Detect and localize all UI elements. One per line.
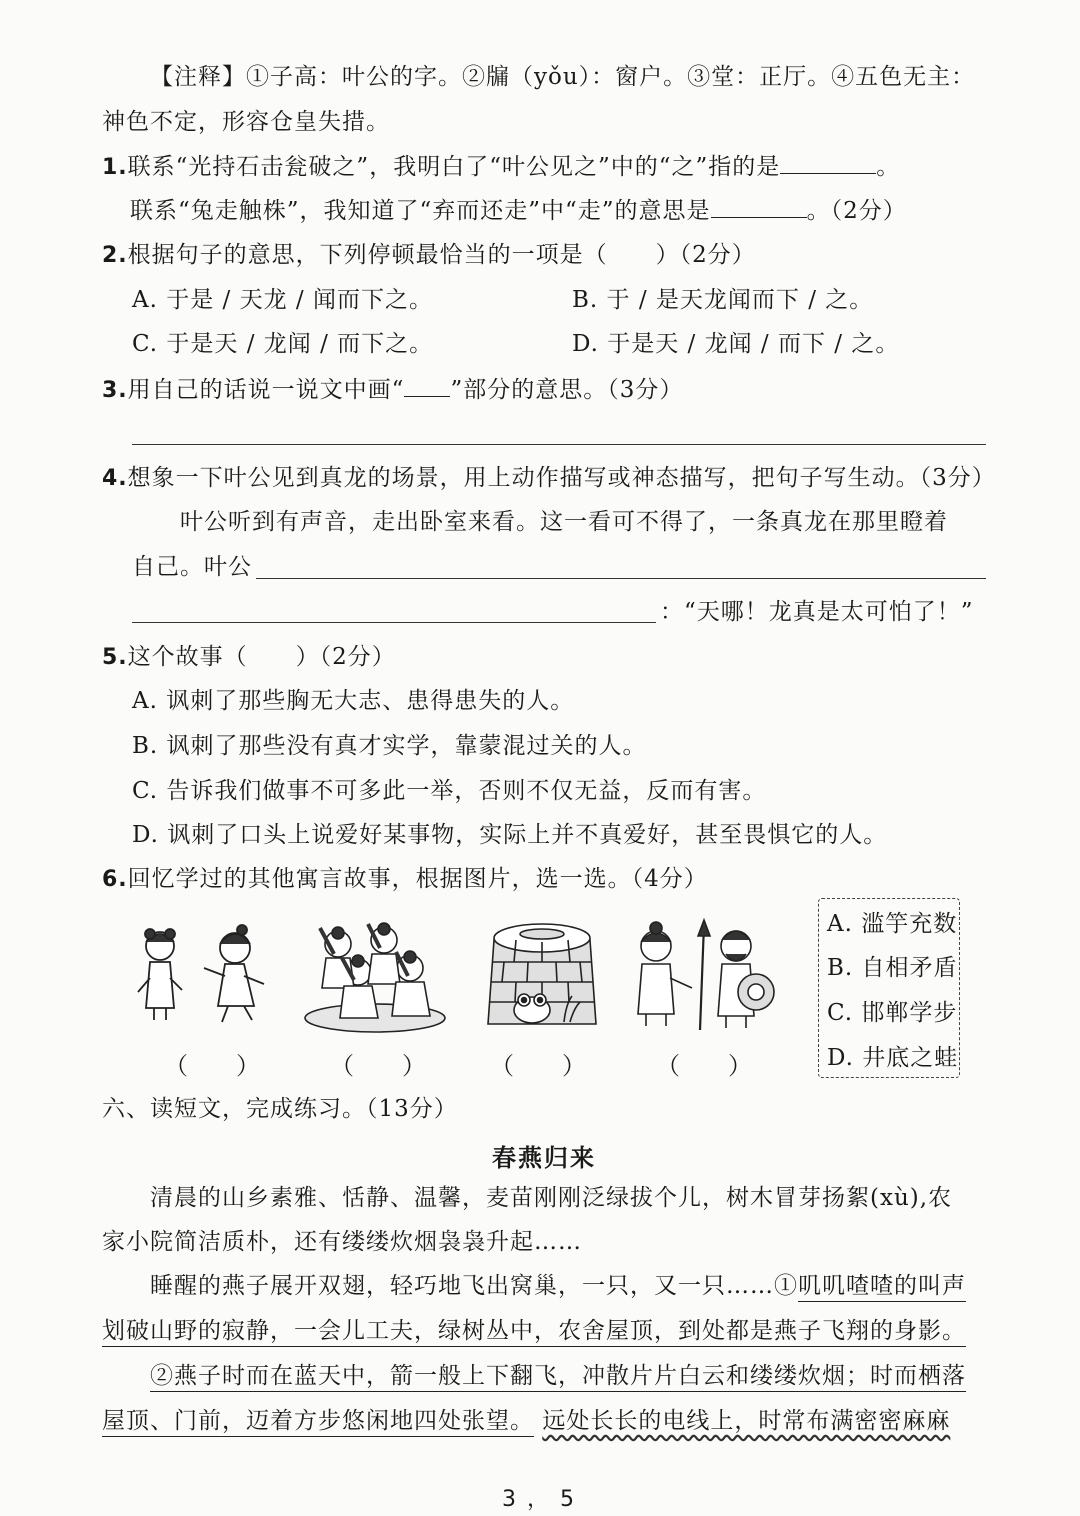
question-5 [102, 642, 396, 673]
illustration-children-walking [130, 918, 280, 1038]
question-number: 6. [102, 867, 128, 892]
answer-line-q3[interactable] [132, 444, 986, 445]
question-1-text-b: 。 [876, 154, 901, 180]
story-option-c: C. 邯郸学步 [827, 1000, 958, 1026]
passage-paragraph-1-line-1: 清晨的山乡素雅、恬静、温馨，麦苗刚刚泛绿拔个儿，树木冒芽扬絮(xù),农 [150, 1185, 953, 1211]
question-1-line-2 [130, 195, 907, 226]
question-6-text: 回忆学过的其他寓言故事，根据图片，选一选。（4分） [127, 866, 708, 892]
question-5-option-a[interactable]: A. 讽刺了那些胸无大志、患得患失的人。 [132, 688, 575, 714]
question-2-option-c[interactable]: C. 于是天 / 龙闻 / 而下之。 [132, 331, 434, 357]
picture-2-answer[interactable]: （ ） [330, 1052, 426, 1080]
passage-paragraph-3-line-1 [150, 1361, 966, 1391]
question-number: 1. [102, 155, 128, 180]
passage-paragraph-3-line-2 [102, 1406, 950, 1436]
section-6-heading: 六、读短文，完成练习。（13分） [102, 1096, 458, 1122]
passage-paragraph-2-line-1 [150, 1271, 966, 1301]
question-5-option-d[interactable]: D. 讽刺了口头上说爱好某事物，实际上并不真爱好，甚至畏惧它的人。 [132, 822, 888, 848]
question-number: 5. [102, 645, 128, 670]
question-2-option-d[interactable]: D. 于是天 / 龙闻 / 而下 / 之。 [572, 331, 900, 357]
question-3-text-a: 用自己的话说一说文中画“ [127, 377, 405, 403]
question-3-text-b: ”部分的意思。（3分） [450, 377, 684, 403]
question-2-option-a[interactable]: A. 于是 / 天龙 / 闻而下之。 [132, 287, 433, 313]
question-1-text-d: 。（2分） [806, 198, 907, 224]
question-5-text: 这个故事（ ）（2分） [127, 644, 396, 670]
story-option-b: B. 自相矛盾 [827, 955, 958, 981]
page-number: 3 ， 5 [502, 1487, 576, 1512]
illustration-frog-in-well [480, 912, 605, 1037]
answer-line-q4-2[interactable] [132, 622, 656, 623]
answer-line-q4-1[interactable] [256, 578, 986, 579]
passage-text: 睡醒的燕子展开双翅，轻巧地飞出窝巢，一只，又一只……① [150, 1273, 798, 1299]
story-option-a: A. 滥竽充数 [827, 911, 958, 937]
wavy-underlined-sentence: 远处长长的电线上，时常布满密密麻麻 [542, 1408, 951, 1434]
note-line-2: 神色不定，形容仓皇失措。 [102, 109, 390, 135]
underlined-sentence-2a: ②燕子时而在蓝天中，箭一般上下翻飞，冲散片片白云和缕缕炊烟；时而栖落 [150, 1363, 966, 1392]
illustration-spear-and-shield [626, 918, 776, 1038]
passage-paragraph-1-line-2: 家小院简洁质朴，还有缕缕炊烟袅袅升起…… [102, 1229, 582, 1255]
question-4-ending: ：“天哪！龙真是太可怕了！” [660, 599, 974, 625]
answer-blank-2[interactable] [711, 195, 807, 218]
story-option-d: D. 井底之蛙 [827, 1045, 959, 1071]
question-3 [102, 374, 683, 406]
question-2 [102, 240, 756, 271]
question-number: 4. [102, 466, 128, 491]
underline-sample [404, 374, 450, 397]
question-1-text-a: 联系“光持石击瓮破之”，我明白了“叶公见之”中的“之”指的是 [127, 154, 781, 180]
picture-3-answer[interactable]: （ ） [490, 1052, 586, 1080]
question-1-text-c: 联系“兔走触株”，我知道了“弃而还走”中“走”的意思是 [130, 198, 711, 224]
answer-blank-1[interactable] [780, 151, 876, 174]
question-5-option-b[interactable]: B. 讽刺了那些没有真才实学，靠蒙混过关的人。 [132, 733, 647, 759]
note-line-1: 【注释】①子高：叶公的字。②牖（yǒu）：窗户。③堂：正厅。④五色无主： [150, 64, 976, 90]
question-4-paragraph-2: 自己。叶公 [132, 554, 252, 580]
story-options-box [818, 898, 960, 1078]
question-5-option-c[interactable]: C. 告诉我们做事不可多此一举，否则不仅无益，反而有害。 [132, 778, 767, 804]
question-1-line-1 [102, 151, 900, 183]
question-2-option-b[interactable]: B. 于 / 是天龙闻而下 / 之。 [572, 287, 874, 313]
picture-1-answer[interactable]: （ ） [164, 1052, 260, 1080]
underlined-sentence-1b: 划破山野的寂静，一会儿工夫，绿树丛中，农舍屋顶，到处都是燕子飞翔的身影。 [102, 1318, 966, 1347]
passage-paragraph-2-line-2 [102, 1316, 966, 1346]
question-number: 3. [102, 378, 128, 403]
question-4-paragraph-1: 叶公听到有声音，走出卧室来看。这一看可不得了，一条真龙在那里瞪着 [180, 509, 948, 535]
picture-4-answer[interactable]: （ ） [656, 1052, 752, 1080]
illustration-musicians-group [300, 918, 450, 1038]
question-6 [102, 864, 708, 895]
question-4-text: 想象一下叶公见到真龙的场景，用上动作描写或神态描写，把句子写生动。（3分） [127, 465, 996, 491]
passage-title: 春燕归来 [492, 1143, 596, 1172]
underlined-sentence-1a: 叽叽喳喳的叫声 [798, 1273, 966, 1302]
question-number: 2. [102, 243, 128, 268]
question-4 [102, 463, 996, 494]
question-2-text: 根据句子的意思，下列停顿最恰当的一项是（ ）（2分） [127, 242, 756, 268]
underlined-sentence-2b: 屋顶、门前，迈着方步悠闲地四处张望。 [102, 1408, 534, 1437]
